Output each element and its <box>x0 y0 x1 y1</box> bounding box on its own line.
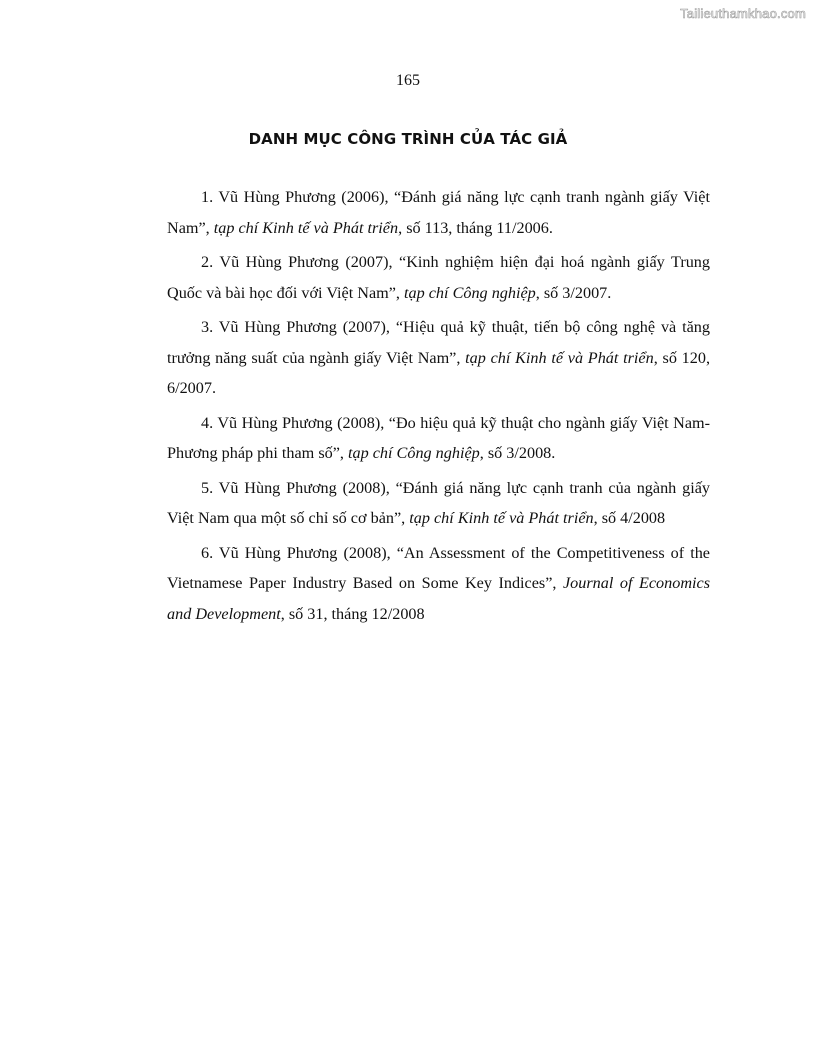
publication-details: , số 31, tháng 12/2008 <box>280 604 425 623</box>
publication-list <box>167 182 710 633</box>
publication-citation: 5. Vũ Hùng Phương (2008), “Đánh giá năng lực cạnh tranh của ngành giấy Việt Nam qua một số chỉ số cơ bản”, <box>167 478 710 527</box>
publication-journal: tạp chí Công nghiệp <box>404 283 536 302</box>
publication-details: , số 3/2008. <box>479 444 556 462</box>
publication-item-1 <box>167 182 710 243</box>
page-title: DANH MỤC CÔNG TRÌNH CỦA TÁC GIẢ <box>248 130 568 148</box>
publication-item-4 <box>167 408 710 469</box>
publication-citation: 3. Vũ Hùng Phương (2007), “Hiệu quả kỹ thuật, tiến bộ công nghệ và tăng trưởng năng suất của ngành giấy Việt Nam”, <box>167 318 710 367</box>
publication-journal: tạp chí Kinh tế và Phát triển <box>465 348 654 367</box>
publication-journal: tạp chí Kinh tế và Phát triển <box>213 218 399 237</box>
publication-journal: tạp chí Kinh tế và Phát triển <box>409 509 594 527</box>
publication-details: , số 3/2007. <box>535 283 612 302</box>
publication-item-6 <box>167 538 710 630</box>
publication-details: , số 113, tháng 11/2006. <box>398 218 553 237</box>
publication-item-5 <box>167 473 710 534</box>
publication-item-3 <box>167 312 710 404</box>
page-number: 165 <box>396 72 420 89</box>
publication-details: , số 120, 6/2007. <box>167 348 710 397</box>
publication-journal: Journal of Economics and Development <box>167 574 710 623</box>
publication-citation: 6. Vũ Hùng Phương (2008), “An Assessment of the Competitiveness of the Vietnamese Paper Industry Based on Some Key Indices”, <box>167 543 710 592</box>
publication-item-2 <box>167 247 710 308</box>
publication-citation: 1. Vũ Hùng Phương (2006), “Đánh giá năng lực cạnh tranh ngành giấy Việt Nam”, <box>167 188 710 237</box>
publication-citation: 4. Vũ Hùng Phương (2008), “Đo hiệu quả kỹ thuật cho ngành giấy Việt Nam-Phương pháp phi tham số”, <box>167 413 710 462</box>
publication-details: , số 4/2008 <box>593 509 666 527</box>
publication-citation: 2. Vũ Hùng Phương (2007), “Kinh nghiệm hiện đại hoá ngành giấy Trung Quốc và bài học đối với Việt Nam”, <box>167 253 710 302</box>
watermark: Tailieuthamkhao.com <box>680 6 806 21</box>
publication-journal: tạp chí Công nghiệp <box>348 444 480 462</box>
